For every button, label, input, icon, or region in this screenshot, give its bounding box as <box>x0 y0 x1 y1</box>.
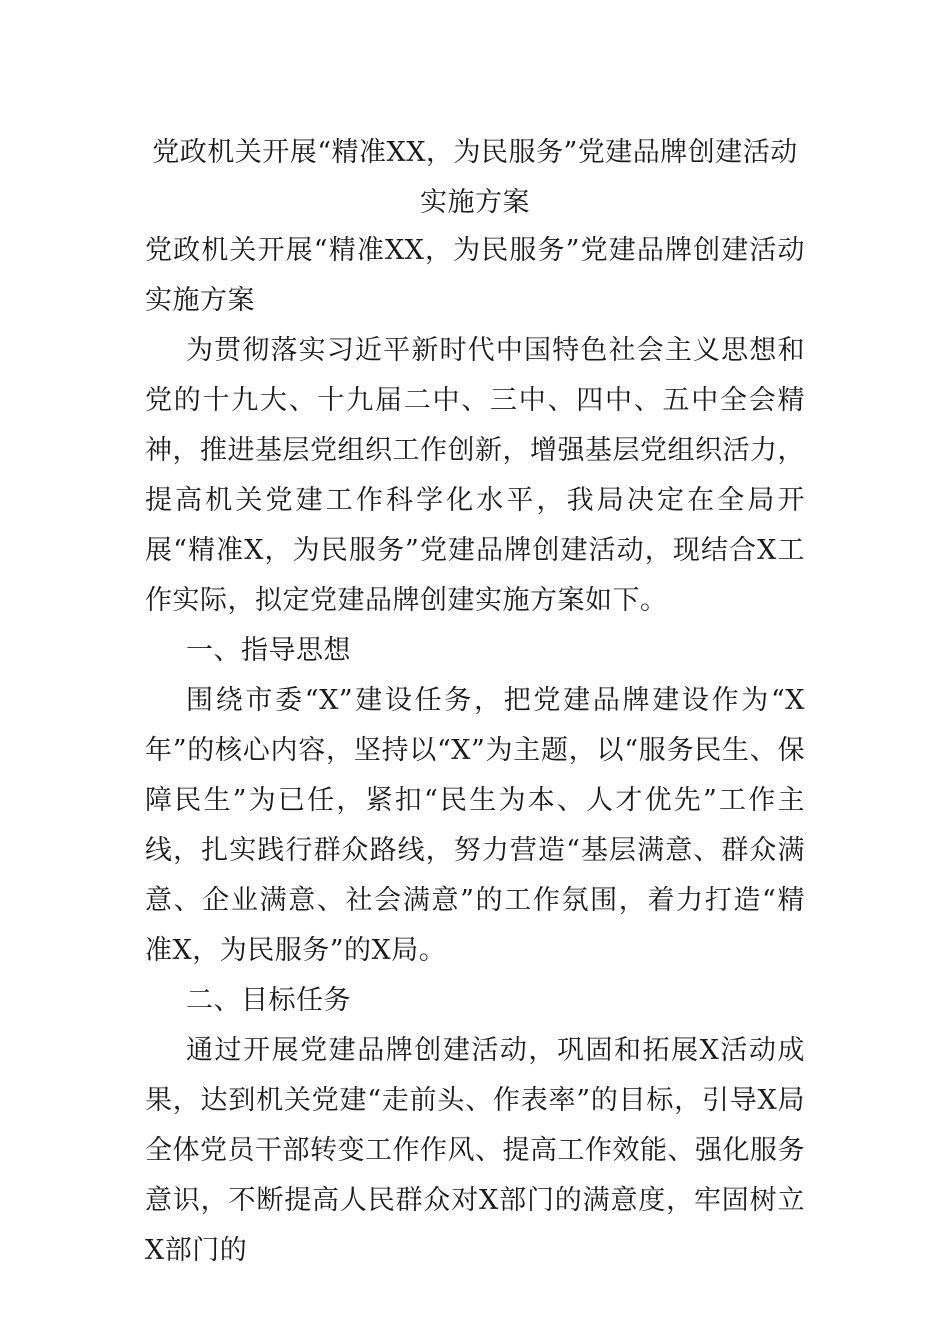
section-heading-goals: 二、目标任务 <box>186 985 351 1016</box>
document-title: 党政机关开展“精准XX，为民服务”党建品牌创建活动实施方案 <box>152 137 798 218</box>
repeated-title: 党政机关开展“精准XX，为民服务”党建品牌创建活动实施方案 <box>145 235 805 316</box>
goals-paragraph: 通过开展党建品牌创建活动，巩固和拓展X活动成果，达到机关党建“走前头、作表率”的目标，引导X局全体党员干部转变工作作风、提高工作效能、强化服务意识，不断提高人民群众对X部门的满意度，牢固树立X部门的 <box>145 1035 805 1266</box>
section-heading-guiding-thought: 一、指导思想 <box>186 635 351 666</box>
document-body <box>145 226 805 1276</box>
guiding-thought-paragraph: 围绕市委“X”建设任务，把党建品牌建设作为“X年”的核心内容，坚持以“X”为主题，以“服务民生、保障民生”为已任，紧扣“民生为本、人才优先”工作主线，扎实践行群众路线，努力营造“基层满意、群众满意、企业满意、社会满意”的工作氛围，着力打造“精准X，为民服务”的X局。 <box>145 685 805 966</box>
intro-paragraph: 为贯彻落实习近平新时代中国特色社会主义思想和党的十九大、十九届二中、三中、四中、五中全会精神，推进基层党组织工作创新，增强基层党组织活力，提高机关党建工作科学化水平，我局决定在全局开展“精准X，为民服务”党建品牌创建活动，现结合X工作实际，拟定党建品牌创建实施方案如下。 <box>145 335 805 616</box>
